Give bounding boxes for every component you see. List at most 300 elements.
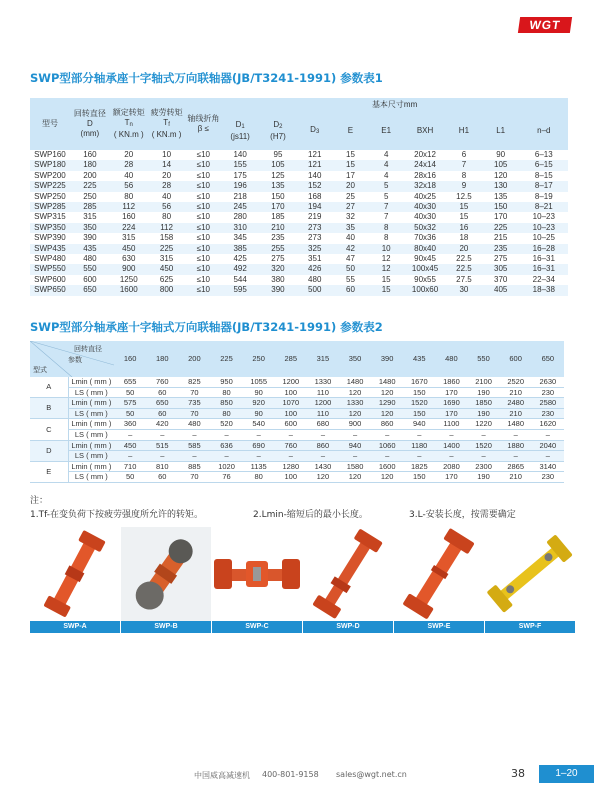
value-cell: 250 bbox=[83, 191, 97, 201]
note-2: 2.Lmin-缩短后的最小长度。 bbox=[253, 510, 368, 520]
photo-label-swp-b: SWP-B bbox=[121, 621, 211, 633]
value-cell: 940 bbox=[403, 419, 435, 430]
value-cell: 32 bbox=[346, 212, 355, 222]
diameter-col-header: 315 bbox=[307, 341, 339, 377]
value-cell: 370 bbox=[494, 274, 508, 284]
value-cell: 22.5 bbox=[446, 264, 482, 274]
value-cell: 12 bbox=[368, 264, 404, 274]
table2-row bbox=[30, 472, 564, 483]
model-cell: SWP650 bbox=[30, 285, 70, 295]
value-cell: – bbox=[307, 451, 339, 462]
value-cell: 900 bbox=[110, 264, 148, 274]
value-cell: 540 bbox=[243, 419, 275, 430]
value-cell: 273 bbox=[297, 223, 333, 233]
value-cell: – bbox=[307, 429, 339, 440]
hdr-d2: D2 (H7) bbox=[259, 112, 297, 150]
value-cell: ≤10 bbox=[196, 274, 210, 284]
table1-row bbox=[30, 285, 568, 295]
value-cell: – bbox=[146, 451, 178, 462]
value-cell: 8–19 bbox=[534, 191, 553, 201]
value-cell: – bbox=[243, 451, 275, 462]
value-cell: 15 bbox=[446, 202, 482, 212]
value-cell: 1055 bbox=[243, 377, 275, 387]
value-cell: 20x12 bbox=[414, 150, 436, 159]
value-cell: 152 bbox=[297, 181, 333, 191]
photo-card-swp-f bbox=[485, 527, 575, 633]
value-cell: 12.5 bbox=[456, 191, 472, 201]
value-cell: 24x14 bbox=[404, 160, 446, 170]
value-cell: 22–34 bbox=[532, 274, 555, 284]
value-cell: 636 bbox=[210, 440, 242, 451]
value-cell: 60 bbox=[146, 408, 178, 419]
footer-phone: 400-801-9158 bbox=[262, 770, 319, 779]
value-cell: 7 bbox=[446, 160, 482, 170]
hdr-e: E bbox=[333, 112, 369, 150]
value-cell: 135 bbox=[259, 181, 297, 191]
value-cell: 140 bbox=[233, 150, 247, 159]
value-cell: 8–21 bbox=[520, 202, 568, 212]
value-cell: 1480 bbox=[339, 377, 371, 387]
photo-label-swp-a: SWP-A bbox=[30, 621, 120, 633]
value-cell: 50 bbox=[333, 264, 369, 274]
value-cell: 825 bbox=[178, 377, 210, 387]
value-cell: 315 bbox=[159, 254, 174, 264]
photo-card-swp-c bbox=[212, 527, 302, 633]
value-cell: 1400 bbox=[435, 440, 467, 451]
value-cell: 196 bbox=[221, 181, 259, 191]
value-cell: 275 bbox=[271, 254, 285, 264]
diameter-col-header: 435 bbox=[403, 341, 435, 377]
model-cell: SWP480 bbox=[34, 254, 66, 264]
value-cell: ≤10 bbox=[196, 150, 210, 159]
value-cell: 15 bbox=[381, 274, 391, 284]
value-cell: ≤10 bbox=[196, 233, 210, 243]
value-cell: 15 bbox=[333, 160, 369, 170]
value-cell: 15 bbox=[459, 212, 469, 222]
value-cell: 120 bbox=[339, 408, 371, 419]
value-cell: 800 bbox=[148, 285, 186, 295]
value-cell: 600 bbox=[83, 274, 97, 284]
value-cell: 5 bbox=[383, 191, 389, 201]
table2-row bbox=[30, 377, 564, 387]
value-cell: 100 bbox=[275, 472, 307, 483]
value-cell: 350 bbox=[70, 223, 110, 233]
value-cell: 70x36 bbox=[414, 233, 436, 243]
value-cell: 1250 bbox=[119, 274, 138, 284]
value-cell: 1880 bbox=[500, 440, 532, 451]
coupling-d-image bbox=[303, 527, 393, 621]
value-cell: – bbox=[435, 429, 467, 440]
value-cell: 112 bbox=[110, 202, 148, 212]
value-cell: – bbox=[243, 429, 275, 440]
value-cell: 950 bbox=[210, 377, 242, 387]
value-cell: 435 bbox=[70, 244, 110, 254]
value-cell: 650 bbox=[146, 398, 178, 409]
value-cell: – bbox=[114, 429, 146, 440]
value-cell: – bbox=[403, 451, 435, 462]
value-cell: 6–15 bbox=[520, 160, 568, 170]
table2-row bbox=[30, 451, 564, 462]
photo-card-swp-d bbox=[303, 527, 393, 633]
value-cell: 16–31 bbox=[532, 254, 555, 264]
param-cell: Lmin ( mm ) bbox=[68, 398, 114, 409]
value-cell: 6–13 bbox=[534, 150, 553, 159]
value-cell: 80 bbox=[210, 387, 242, 398]
value-cell: 50 bbox=[114, 408, 146, 419]
value-cell: 225 bbox=[70, 181, 110, 191]
value-cell: 100 bbox=[275, 387, 307, 398]
value-cell: 120 bbox=[339, 472, 371, 483]
value-cell: 380 bbox=[271, 274, 285, 284]
value-cell: 150 bbox=[403, 472, 435, 483]
value-cell: 426 bbox=[297, 264, 333, 274]
value-cell: 120 bbox=[371, 472, 403, 483]
corner-param-label: 参数 bbox=[68, 357, 82, 364]
value-cell: 200 bbox=[83, 170, 97, 180]
value-cell: 600 bbox=[275, 419, 307, 430]
coupling-b-image bbox=[121, 527, 211, 621]
value-cell: 224 bbox=[110, 223, 148, 233]
value-cell: 105 bbox=[259, 160, 297, 170]
value-cell: 110 bbox=[307, 408, 339, 419]
value-cell: 690 bbox=[243, 440, 275, 451]
value-cell: 16 bbox=[446, 223, 482, 233]
value-cell: 2480 bbox=[500, 398, 532, 409]
value-cell: 7 bbox=[368, 202, 404, 212]
value-cell: 218 bbox=[233, 191, 247, 201]
value-cell: ≤10 bbox=[186, 244, 222, 254]
value-cell: 70 bbox=[178, 387, 210, 398]
value-cell: 390 bbox=[83, 233, 97, 243]
value-cell: 1860 bbox=[435, 377, 467, 387]
value-cell: 60 bbox=[146, 387, 178, 398]
diameter-col-header: 550 bbox=[467, 341, 499, 377]
value-cell: 8–17 bbox=[520, 181, 568, 191]
param-cell: Lmin ( mm ) bbox=[68, 461, 114, 472]
hdr-l1: L1 bbox=[482, 112, 520, 150]
value-cell: – bbox=[339, 429, 371, 440]
hdr-dimensions: 基本尺寸mm bbox=[221, 98, 568, 112]
value-cell: – bbox=[467, 451, 499, 462]
value-cell: 105 bbox=[482, 160, 520, 170]
value-cell: 90 bbox=[243, 387, 275, 398]
value-cell: 32x18 bbox=[404, 181, 446, 191]
value-cell: 47 bbox=[346, 254, 355, 264]
value-cell: 8 bbox=[461, 170, 467, 180]
value-cell: 180 bbox=[70, 160, 110, 170]
value-cell: 20 bbox=[124, 150, 134, 159]
brand-logo: WGT bbox=[518, 17, 572, 33]
value-cell: 170 bbox=[435, 408, 467, 419]
value-cell: 273 bbox=[308, 233, 322, 243]
value-cell: 50x32 bbox=[404, 223, 446, 233]
value-cell: 135 bbox=[494, 191, 508, 201]
value-cell: 22.5 bbox=[456, 254, 472, 264]
value-cell: 1330 bbox=[307, 377, 339, 387]
value-cell: 315 bbox=[122, 233, 136, 243]
value-cell: 40x30 bbox=[414, 212, 436, 222]
value-cell: 710 bbox=[114, 461, 146, 472]
value-cell: ≤10 bbox=[186, 202, 222, 212]
value-cell: 1580 bbox=[339, 461, 371, 472]
value-cell: 80x40 bbox=[404, 244, 446, 254]
param-cell: Lmin ( mm ) bbox=[68, 377, 114, 387]
hdr-e1: E1 bbox=[368, 112, 404, 150]
param-cell: LS ( mm ) bbox=[68, 408, 114, 419]
value-cell: 194 bbox=[297, 202, 333, 212]
value-cell: 120 bbox=[339, 387, 371, 398]
value-cell: 420 bbox=[146, 419, 178, 430]
value-cell: – bbox=[210, 429, 242, 440]
value-cell: – bbox=[146, 429, 178, 440]
value-cell: 55 bbox=[346, 274, 355, 284]
value-cell: 130 bbox=[482, 181, 520, 191]
value-cell: – bbox=[371, 451, 403, 462]
page-number: 38 bbox=[511, 767, 525, 780]
value-cell: 50 bbox=[114, 387, 146, 398]
value-cell: 480 bbox=[308, 274, 322, 284]
value-cell: 210 bbox=[500, 408, 532, 419]
diameter-col-header: 160 bbox=[114, 341, 146, 377]
table1-row bbox=[30, 171, 568, 181]
model-cell: SWP600 bbox=[34, 274, 66, 284]
value-cell: 275 bbox=[494, 254, 508, 264]
value-cell: 1200 bbox=[275, 377, 307, 387]
value-cell: 125 bbox=[271, 170, 285, 180]
table2-row bbox=[30, 440, 564, 451]
value-cell: 185 bbox=[271, 212, 285, 222]
model-cell: SWP285 bbox=[30, 202, 70, 212]
diameter-col-header: 225 bbox=[210, 341, 242, 377]
photo-label-swp-e: SWP-E bbox=[394, 621, 484, 633]
value-cell: 4 bbox=[383, 170, 389, 180]
hdr-angle: 轴线折角 β ≤ bbox=[186, 98, 222, 150]
value-cell: 390 bbox=[259, 285, 297, 295]
value-cell: 1135 bbox=[243, 461, 275, 472]
value-cell: ≤10 bbox=[186, 285, 222, 295]
value-cell: 27.5 bbox=[456, 274, 472, 284]
value-cell: 10 bbox=[162, 150, 172, 159]
table1-row bbox=[30, 264, 568, 274]
value-cell: 190 bbox=[467, 408, 499, 419]
footer-email: sales@wgt.net.cn bbox=[336, 770, 407, 779]
value-cell: 655 bbox=[114, 377, 146, 387]
table1-row bbox=[30, 192, 568, 202]
param-cell: LS ( mm ) bbox=[68, 429, 114, 440]
table2-row bbox=[30, 419, 564, 430]
value-cell: 450 bbox=[110, 244, 148, 254]
value-cell: 1690 bbox=[435, 398, 467, 409]
value-cell: 900 bbox=[339, 419, 371, 430]
table2-row bbox=[30, 398, 564, 409]
corner-type-label: 型式 bbox=[33, 367, 47, 374]
value-cell: 120 bbox=[371, 408, 403, 419]
value-cell: 2040 bbox=[532, 440, 564, 451]
value-cell: 595 bbox=[221, 285, 259, 295]
diameter-col-header: 200 bbox=[178, 341, 210, 377]
type-cell: C bbox=[30, 419, 68, 440]
value-cell: 4 bbox=[368, 160, 404, 170]
value-cell: 9 bbox=[446, 181, 482, 191]
table2-title: SWP型部分轴承座十字轴式万向联轴器(JB/T3241-1991) 参数表2 bbox=[30, 320, 383, 334]
value-cell: 18–38 bbox=[520, 285, 568, 295]
hdr-d3: D3 bbox=[297, 112, 333, 150]
value-cell: 170 bbox=[259, 202, 297, 212]
note-3: 3.L-安装长度，按需要确定 bbox=[409, 510, 516, 520]
value-cell: 6 bbox=[461, 150, 467, 159]
value-cell: – bbox=[403, 429, 435, 440]
value-cell: 190 bbox=[467, 472, 499, 483]
value-cell: 4 bbox=[383, 150, 389, 159]
value-cell: 170 bbox=[494, 212, 508, 222]
value-cell: 351 bbox=[308, 254, 322, 264]
value-cell: 40 bbox=[162, 191, 172, 201]
value-cell: 17 bbox=[346, 170, 355, 180]
value-cell: 10 bbox=[368, 244, 404, 254]
type-cell: D bbox=[30, 440, 68, 461]
value-cell: 1520 bbox=[467, 440, 499, 451]
table1-row bbox=[30, 150, 568, 160]
value-cell: 175 bbox=[233, 170, 247, 180]
coupling-e-image bbox=[394, 527, 484, 621]
value-cell: 170 bbox=[435, 472, 467, 483]
value-cell: 760 bbox=[275, 440, 307, 451]
table1-row bbox=[30, 275, 568, 285]
value-cell: 360 bbox=[114, 419, 146, 430]
value-cell: – bbox=[532, 451, 564, 462]
value-cell: 150 bbox=[482, 202, 520, 212]
value-cell: 550 bbox=[70, 264, 110, 274]
value-cell: 160 bbox=[122, 212, 136, 222]
hdr-diameter: 回转直径 D (mm) bbox=[70, 98, 110, 150]
value-cell: 625 bbox=[159, 274, 174, 284]
model-cell: SWP250 bbox=[34, 191, 66, 201]
value-cell: 40x30 bbox=[404, 202, 446, 212]
photo-card-swp-e bbox=[394, 527, 484, 633]
value-cell: – bbox=[275, 429, 307, 440]
value-cell: 219 bbox=[308, 212, 322, 222]
model-cell: SWP390 bbox=[34, 233, 66, 243]
notes bbox=[30, 494, 516, 522]
hdr-d1: D1 (js11) bbox=[221, 112, 259, 150]
value-cell: 90 bbox=[496, 150, 506, 159]
value-cell: 2100 bbox=[467, 377, 499, 387]
table1-row bbox=[30, 202, 568, 212]
notes-label: 注： bbox=[30, 496, 49, 506]
value-cell: 70 bbox=[178, 408, 210, 419]
value-cell: 575 bbox=[114, 398, 146, 409]
value-cell: ≤10 bbox=[186, 181, 222, 191]
value-cell: 1100 bbox=[435, 419, 467, 430]
value-cell: ≤10 bbox=[196, 254, 210, 264]
value-cell: 630 bbox=[122, 254, 136, 264]
value-cell: 160 bbox=[83, 150, 97, 159]
value-cell: 80 bbox=[210, 408, 242, 419]
value-cell: 42 bbox=[333, 244, 369, 254]
value-cell: 320 bbox=[259, 264, 297, 274]
value-cell: 100 bbox=[275, 408, 307, 419]
value-cell: 100x45 bbox=[404, 264, 446, 274]
value-cell: 170 bbox=[435, 387, 467, 398]
param-cell: LS ( mm ) bbox=[68, 451, 114, 462]
value-cell: 515 bbox=[146, 440, 178, 451]
table1-row bbox=[30, 223, 568, 233]
value-cell: 40x25 bbox=[414, 191, 436, 201]
value-cell: 15 bbox=[346, 150, 355, 159]
footer-company: 中国威高减速机 bbox=[194, 771, 250, 780]
param-cell: LS ( mm ) bbox=[68, 387, 114, 398]
param-cell: LS ( mm ) bbox=[68, 472, 114, 483]
model-cell: SWP350 bbox=[30, 223, 70, 233]
value-cell: 30 bbox=[446, 285, 482, 295]
table1-row bbox=[30, 244, 568, 254]
note-1: 1.Tf-在变负荷下按疲劳强度所允许的转矩。 bbox=[30, 510, 204, 520]
type-cell: B bbox=[30, 398, 68, 419]
value-cell: 110 bbox=[307, 387, 339, 398]
model-cell: SWP550 bbox=[30, 264, 70, 274]
value-cell: – bbox=[339, 451, 371, 462]
corner-diameter-label: 回转直径 bbox=[74, 346, 102, 353]
value-cell: 245 bbox=[221, 202, 259, 212]
value-cell: 60 bbox=[333, 285, 369, 295]
value-cell: 860 bbox=[307, 440, 339, 451]
value-cell: 210 bbox=[259, 223, 297, 233]
value-cell: 150 bbox=[403, 387, 435, 398]
value-cell: 480 bbox=[83, 254, 97, 264]
value-cell: – bbox=[178, 451, 210, 462]
value-cell: – bbox=[500, 451, 532, 462]
value-cell: 1200 bbox=[307, 398, 339, 409]
value-cell: 1600 bbox=[371, 461, 403, 472]
hdr-fatigue-torque: 疲劳转矩 Tf ( KN.m ) bbox=[148, 98, 186, 150]
hdr-model: 型号 bbox=[30, 98, 70, 150]
model-cell: SWP315 bbox=[34, 212, 66, 222]
table1-title: SWP型部分轴承座十字轴式万向联轴器(JB/T3241-1991) 参数表1 bbox=[30, 71, 383, 85]
table2-row bbox=[30, 408, 564, 419]
value-cell: 80 bbox=[162, 212, 172, 222]
value-cell: 27 bbox=[333, 202, 369, 212]
value-cell: 70 bbox=[178, 472, 210, 483]
hdr-h1: H1 bbox=[446, 112, 482, 150]
value-cell: 2580 bbox=[532, 398, 564, 409]
value-cell: – bbox=[114, 451, 146, 462]
hdr-corner bbox=[30, 341, 114, 377]
table1-row bbox=[30, 181, 568, 191]
value-cell: 20 bbox=[162, 170, 172, 180]
value-cell: 450 bbox=[114, 440, 146, 451]
params-table-1 bbox=[30, 98, 568, 296]
value-cell: 1850 bbox=[467, 398, 499, 409]
coupling-c-image bbox=[212, 527, 302, 621]
value-cell: 1220 bbox=[467, 419, 499, 430]
value-cell: 56 bbox=[110, 181, 148, 191]
value-cell: 650 bbox=[70, 285, 110, 295]
diameter-col-header: 350 bbox=[339, 341, 371, 377]
value-cell: 28 bbox=[110, 160, 148, 170]
value-cell: 20 bbox=[333, 181, 369, 191]
value-cell: 8 bbox=[368, 223, 404, 233]
value-cell: 2300 bbox=[467, 461, 499, 472]
value-cell: 40 bbox=[124, 170, 134, 180]
value-cell: 14 bbox=[148, 160, 186, 170]
value-cell: – bbox=[500, 429, 532, 440]
value-cell: 16–31 bbox=[520, 264, 568, 274]
value-cell: 1480 bbox=[371, 377, 403, 387]
type-cell: E bbox=[30, 461, 68, 482]
value-cell: 1060 bbox=[371, 440, 403, 451]
value-cell: ≤10 bbox=[186, 264, 222, 274]
photo-label-swp-c: SWP-C bbox=[212, 621, 302, 633]
